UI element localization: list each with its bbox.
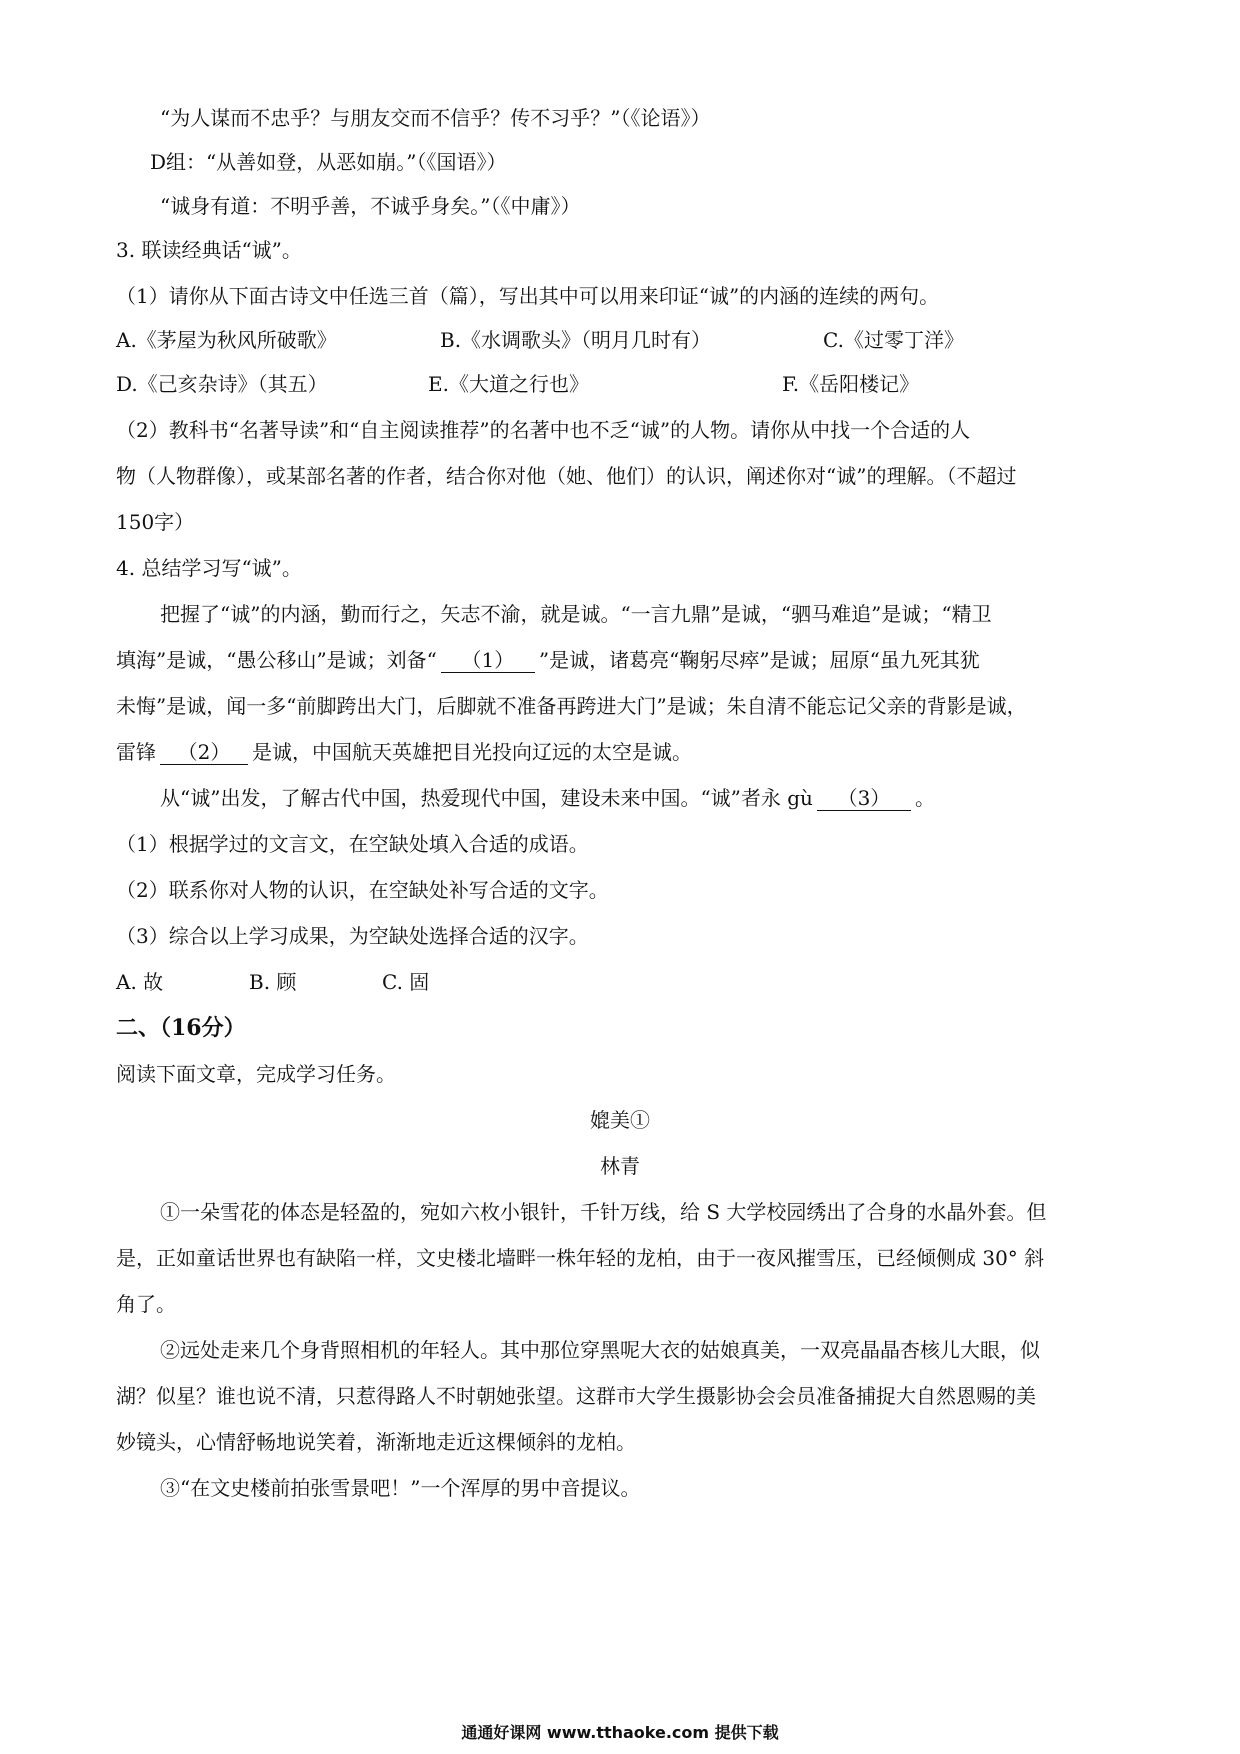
option-f: F.《岳阳楼记》 xyxy=(782,372,920,396)
text-segment: 填海”是诚，“愚公移山”是诚；刘备“ xyxy=(116,648,437,672)
task4-para1-line3: 未悔”是诚，闻一多“前脚跨出大门，后脚就不准备再跨进大门”是诚；朱自清不能忘记父亲的背影是诚， xyxy=(116,694,1027,718)
text-segment: 雷锋 xyxy=(116,740,156,764)
article-para2-line2: 湖？似星？谁也说不清，只惹得路人不时朝她张望。这群市大学生摄影协会会员准备捕捉大自然恩赐的美 xyxy=(116,1384,1036,1408)
task4-para1-line1: 把握了“诚”的内涵，勤而行之，矢志不渝，就是诚。“一言九鼎”是诚，“驷马难追”是诚；“精卫 xyxy=(160,602,992,626)
quote-group-d: D组：“从善如登，从恶如崩。”（《国语》） xyxy=(150,150,507,174)
blank-1[interactable]: （1） xyxy=(441,648,535,673)
task3-question-1: （1）请你从下面古诗文中任选三首（篇），写出其中可以用来印证“诚”的内涵的连续的两句。 xyxy=(116,284,940,308)
task4-question-2: （2）联系你对人物的认识，在空缺处补写合适的文字。 xyxy=(116,878,609,902)
quote-zhongyong: “诚身有道：不明乎善，不诚乎身矣。”（《中庸》） xyxy=(160,194,581,218)
article-author: 林青 xyxy=(600,1154,640,1178)
option-e: E.《大道之行也》 xyxy=(428,372,589,396)
section-2-instruction: 阅读下面文章，完成学习任务。 xyxy=(116,1062,396,1086)
text-segment: 。 xyxy=(914,786,935,810)
task4-question-1: （1）根据学过的文言文，在空缺处填入合适的成语。 xyxy=(116,832,589,856)
task4-para2 xyxy=(160,784,1170,812)
choice-b: B. 顾 xyxy=(249,970,297,994)
task3-title: 3. 联读经典话“诚”。 xyxy=(116,238,302,262)
task3-question-2-line3: 150字） xyxy=(116,510,195,534)
article-para1-line1: ①一朵雪花的体态是轻盈的，宛如六枚小银针，千针万线，给 S 大学校园绣出了合身的水晶外套。但 xyxy=(160,1200,1047,1224)
section-2-heading: 二、（16分） xyxy=(116,1015,246,1041)
task3-question-2-line2: 物（人物群像），或某部名著的作者，结合你对他（她、他们）的认识，阐述你对“诚”的理解。（不超过 xyxy=(116,464,1017,488)
option-c: C.《过零丁洋》 xyxy=(823,328,964,352)
article-para3: ③“在文史楼前拍张雪景吧！”一个浑厚的男中音提议。 xyxy=(160,1476,641,1500)
text-segment: ”是诚，诸葛亮“鞠躬尽瘁”是诚；屈原“虽九死其犹 xyxy=(538,648,980,672)
task4-question-3: （3）综合以上学习成果，为空缺处选择合适的汉字。 xyxy=(116,924,589,948)
quote-lunyu: “为人谋而不忠乎？与朋友交而不信乎？传不习乎？”（《论语》） xyxy=(160,106,711,130)
task3-question-2-line1: （2）教科书“名著导读”和“自主阅读推荐”的名著中也不乏“诚”的人物。请你从中找一个合适的人 xyxy=(116,418,971,442)
blank-2[interactable]: （2） xyxy=(160,740,248,765)
task4-para1-line2 xyxy=(116,646,1126,674)
article-para1-line3: 角了。 xyxy=(116,1292,176,1316)
page-footer: 通通好课网 www.tthaoke.com 提供下载 xyxy=(461,1723,779,1742)
task4-title: 4. 总结学习写“诚”。 xyxy=(116,556,302,580)
option-a: A.《茅屋为秋风所破歌》 xyxy=(116,328,337,352)
task4-para1-line4 xyxy=(116,738,1126,766)
text-segment: 是诚，中国航天英雄把目光投向辽远的太空是诚。 xyxy=(252,740,692,764)
article-title: 媲美① xyxy=(590,1108,650,1132)
choice-a: A. 故 xyxy=(116,970,164,994)
option-d: D.《己亥杂诗》（其五） xyxy=(116,372,328,396)
article-para2-line1: ②远处走来几个身背照相机的年轻人。其中那位穿黑呢大衣的姑娘真美，一双亮晶晶杏核儿大眼，似 xyxy=(160,1338,1040,1362)
article-para2-line3: 妙镜头，心情舒畅地说笑着，渐渐地走近这棵倾斜的龙柏。 xyxy=(116,1430,636,1454)
blank-3[interactable]: （3） xyxy=(817,786,911,811)
article-para1-line2: 是，正如童话世界也有缺陷一样，文史楼北墙畔一株年轻的龙柏，由于一夜风摧雪压，已经倾侧成 30° 斜 xyxy=(116,1246,1045,1270)
choice-c: C. 固 xyxy=(382,970,430,994)
option-b: B.《水调歌头》（明月几时有） xyxy=(440,328,712,352)
text-segment: 从“诚”出发，了解古代中国，热爱现代中国，建设未来中国。“诚”者永 gù xyxy=(160,786,813,810)
